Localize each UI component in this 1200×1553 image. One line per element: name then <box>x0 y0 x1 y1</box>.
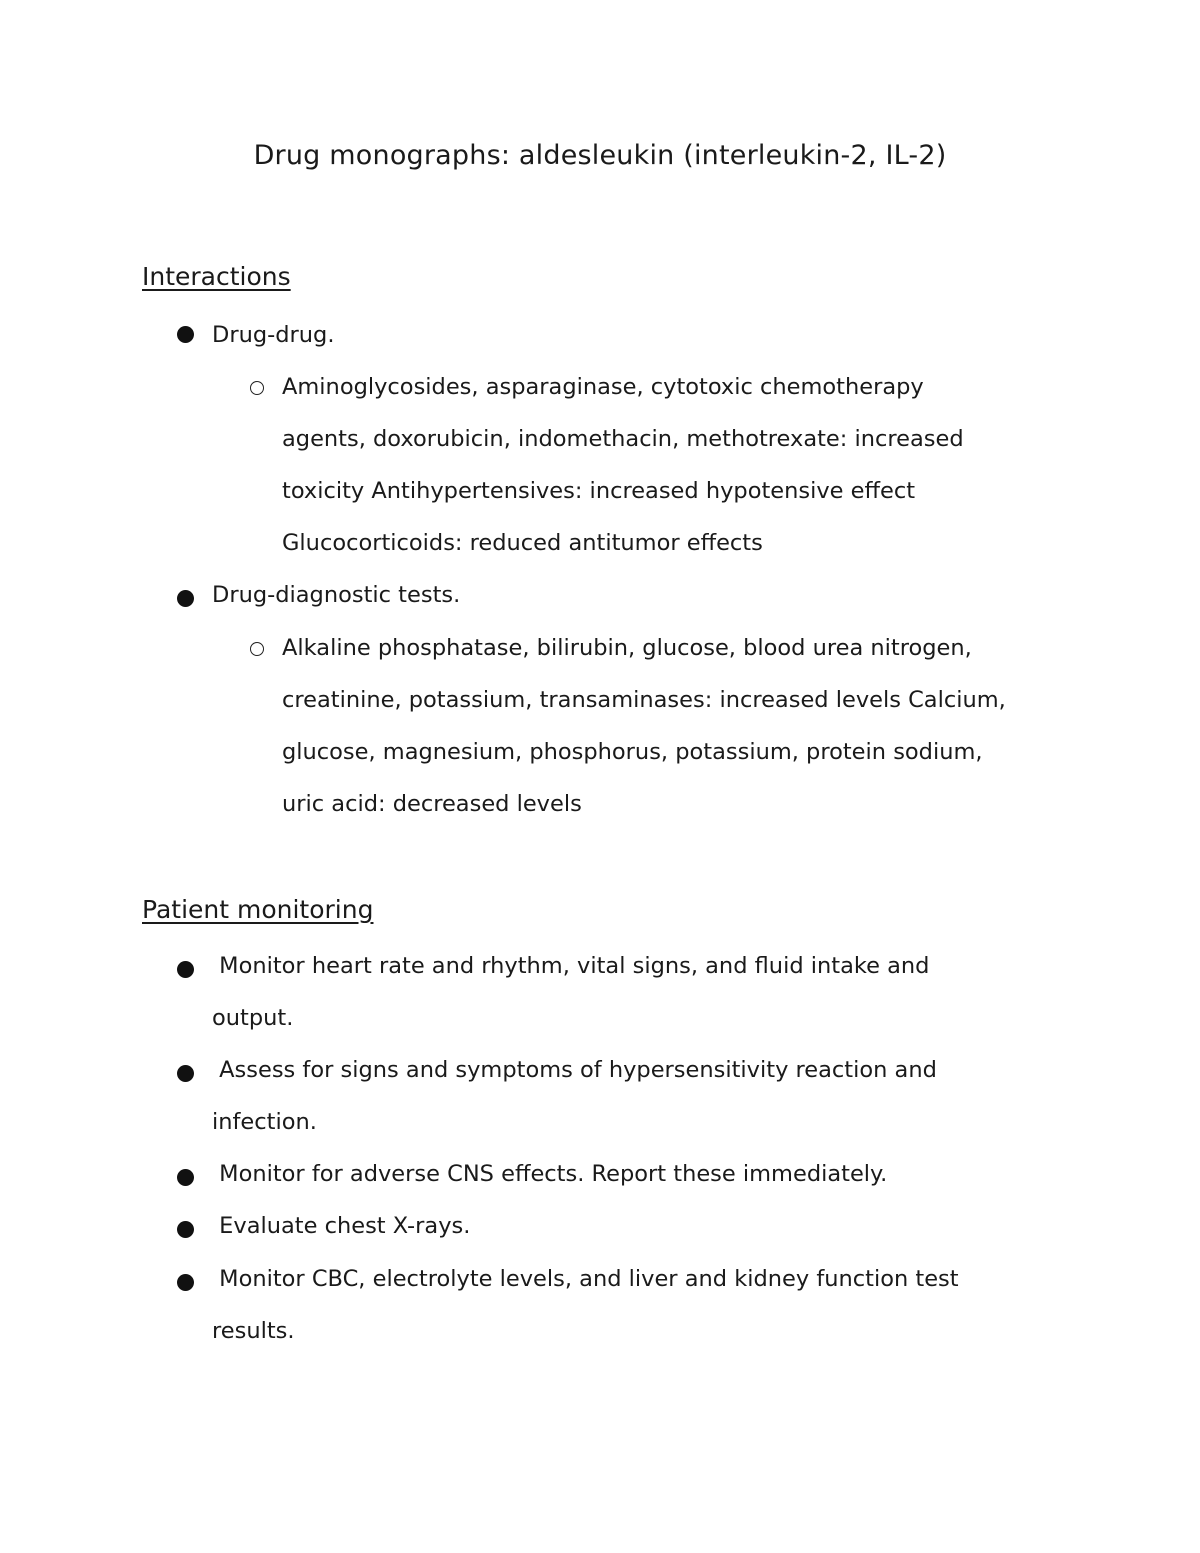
list-item-line: output. <box>212 1005 294 1031</box>
bullet-disc-icon <box>177 1065 194 1082</box>
list-item-line: Assess for signs and symptoms of hypersensitivity reaction and <box>219 1057 937 1083</box>
list-item-line: Monitor CBC, electrolyte levels, and liver and kidney function test <box>219 1266 959 1292</box>
bullet-circle-icon <box>250 642 264 656</box>
sub-list-line: toxicity Antihypertensives: increased hypotensive effect <box>282 478 916 504</box>
list-item-line: results. <box>212 1318 295 1344</box>
bullet-disc-icon <box>177 1169 194 1186</box>
list-item-line: Monitor for adverse CNS effects. Report these immediately. <box>219 1161 888 1187</box>
document-title: Drug monographs: aldesleukin (interleukin-2, IL-2) <box>253 140 947 171</box>
sub-list-line: agents, doxorubicin, indomethacin, methotrexate: increased <box>282 426 964 452</box>
list-item-line: Evaluate chest X-rays. <box>219 1213 471 1239</box>
sub-list-line: Glucocorticoids: reduced antitumor effects <box>282 530 763 556</box>
sub-list-line: uric acid: decreased levels <box>282 791 582 817</box>
bullet-disc-icon <box>177 590 194 607</box>
bullet-disc-icon <box>177 1221 194 1238</box>
section-heading-patient-monitoring: Patient monitoring <box>142 895 374 924</box>
sub-list-line: Alkaline phosphatase, bilirubin, glucose, blood urea nitrogen, <box>282 635 972 661</box>
bullet-disc-icon <box>177 961 194 978</box>
sub-list-line: glucose, magnesium, phosphorus, potassium, protein sodium, <box>282 739 983 765</box>
sub-list-line: creatinine, potassium, transaminases: increased levels Calcium, <box>282 687 1006 713</box>
sub-list-line: Aminoglycosides, asparaginase, cytotoxic chemotherapy <box>282 374 924 400</box>
list-item-line: Monitor heart rate and rhythm, vital signs, and fluid intake and <box>219 953 930 979</box>
list-item-label: Drug-drug. <box>212 322 335 348</box>
bullet-circle-icon <box>250 381 264 395</box>
bullet-disc-icon <box>177 326 194 343</box>
bullet-disc-icon <box>177 1274 194 1291</box>
list-item-line: infection. <box>212 1109 317 1135</box>
section-heading-interactions: Interactions <box>142 262 291 291</box>
list-item-label: Drug-diagnostic tests. <box>212 582 461 608</box>
